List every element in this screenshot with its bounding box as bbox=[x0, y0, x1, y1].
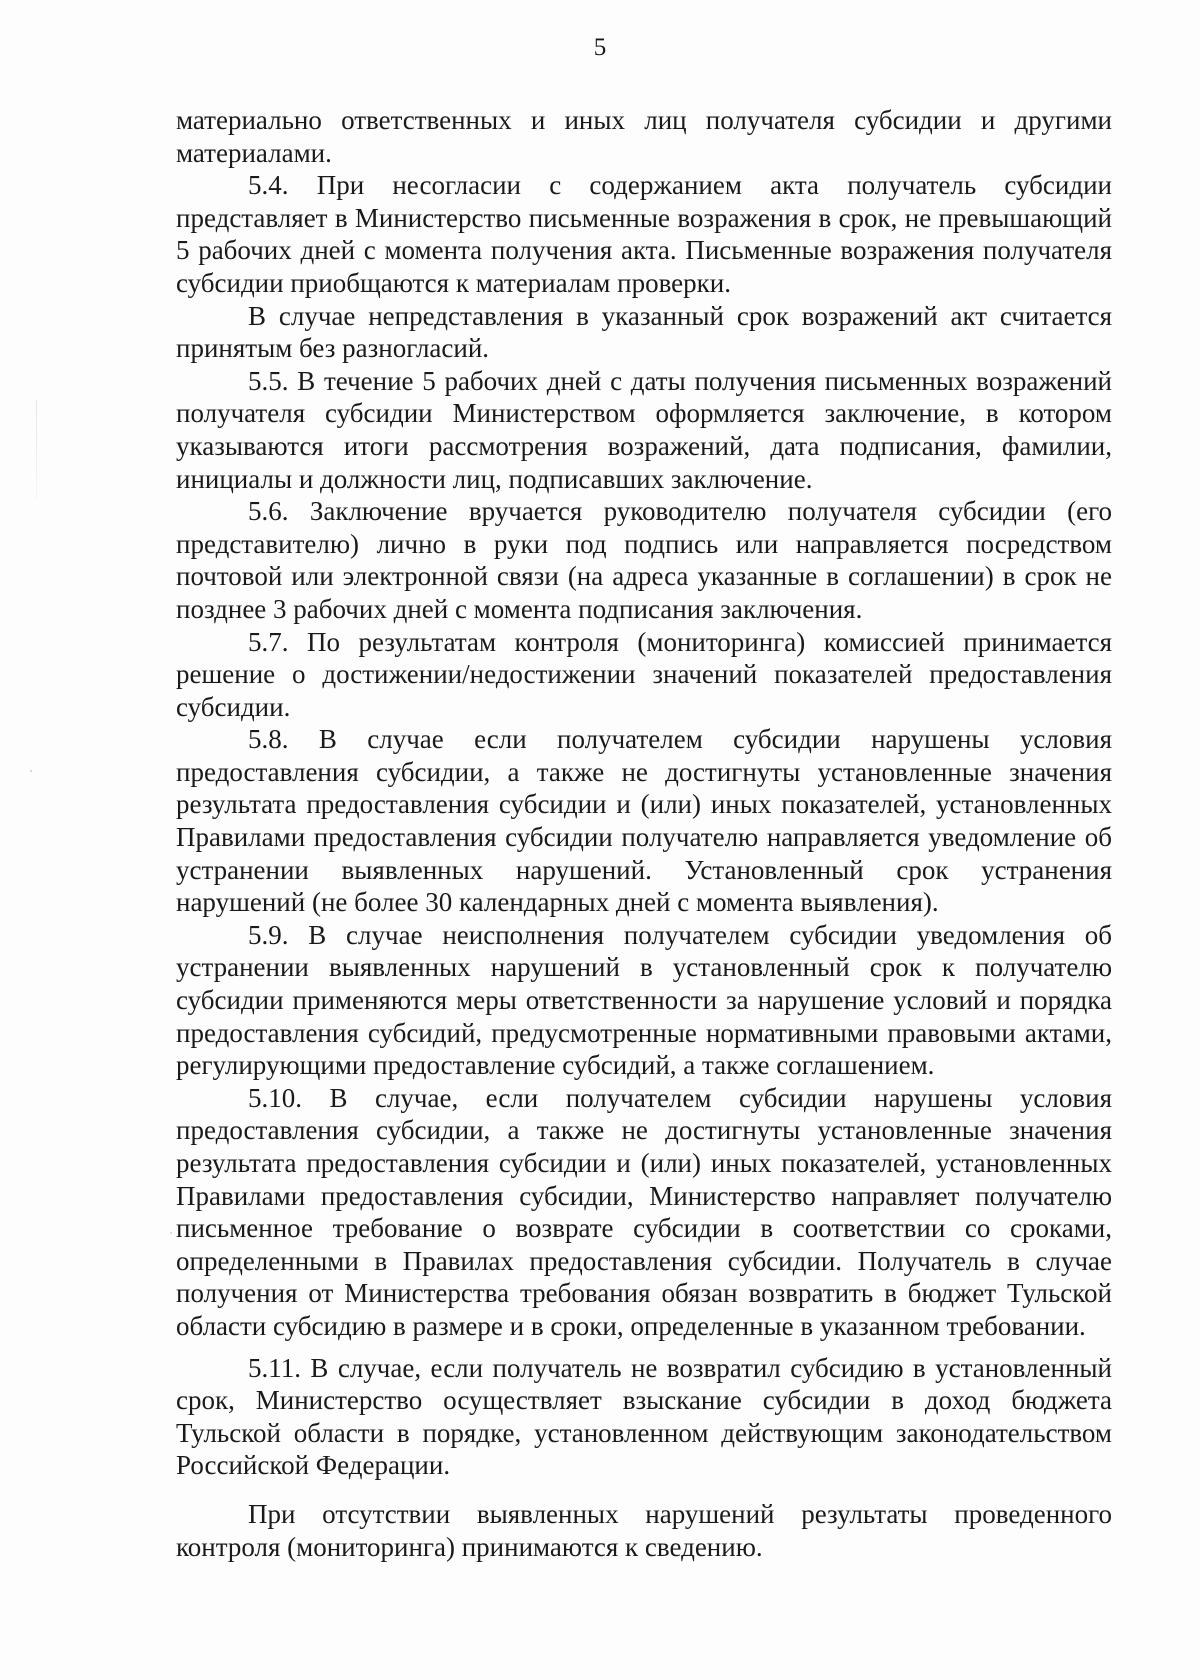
paragraph-5-8: 5.8. В случае если получателем субсидии нарушены условия предоставления субсидии, а также не достигнуты установленные значения результата предоставления субсидии и (или) иных показателей, установленных Правилами предоставления субсидии получателю направляется уведомление об устранении выявленных нарушений. Установленный срок устранения нарушений (не более 30 календарных дней с момента выявления). bbox=[176, 724, 1112, 918]
paragraph-5-9: 5.9. В случае неисполнения получателем субсидии уведомления об устранении выявленных нарушений в установленный срок к получателю субсидии применяются меры ответственности за нарушение условий и порядка предоставления субсидий, предусмотренные нормативными правовыми актами, регулирующими предоставление субсидий, а также соглашением. bbox=[176, 919, 1112, 1081]
paragraph-closing: При отсутствии выявленных нарушений результаты проведенного контроля (мониторинга) принимаются к сведению. bbox=[176, 1498, 1112, 1562]
document-body bbox=[176, 104, 1112, 1563]
scan-artifact bbox=[36, 400, 37, 500]
paragraph-5-5: 5.5. В течение 5 рабочих дней с даты получения письменных возражений получателя субсидии Министерством оформляется заключение, в котором указываются итоги рассмотрения возражений, дата подписания, фамилии, инициалы и должности лиц, подписавших заключение. bbox=[176, 365, 1112, 494]
scan-artifact bbox=[30, 770, 32, 772]
paragraph-5-6: 5.6. Заключение вручается руководителю получателя субсидии (его представителю) лично в руки под подпись или направляется посредством почтовой или электронной связи (на адреса указанные в соглашении) в срок не позднее 3 рабочих дней с момента подписания заключения. bbox=[176, 496, 1112, 624]
paragraph: материально ответственных и иных лиц получателя субсидии и другими материалами. bbox=[176, 105, 1112, 168]
paragraph: В случае непредставления в указанный срок возражений акт считается принятым без разногласий. bbox=[176, 300, 1112, 364]
paragraph-5-7: 5.7. По результатам контроля (мониторинга) комиссией принимается решение о достижении/недостижении значений показателей предоставления субсидии. bbox=[176, 626, 1112, 722]
page-number: 5 bbox=[593, 34, 607, 61]
paragraph-5-11: 5.11. В случае, если получатель не возвратил субсидию в установленный срок, Министерство осуществляет взыскание субсидии в доход бюджета Тульской области в порядке, установленном действующим законодательством Российской Федерации. bbox=[176, 1352, 1112, 1481]
paragraph-5-4: 5.4. При несогласии с содержанием акта получатель субсидии представляет в Министерство письменные возражения в срок, не превышающий 5 рабочих дней с момента получения акта. Письменные возражения получателя субсидии приобщаются к материалам проверки. bbox=[176, 170, 1112, 298]
paragraph-5-10: 5.10. В случае, если получателем субсидии нарушены условия предоставления субсидии, а также не достигнуты установленные значения результата предоставления субсидии и (или) иных показателей, установленных Правилами предоставления субсидии, Министерство направляет получателю письменное требование о возврате субсидии в соответствии со сроками, определенными в Правилах предоставления субсидии. Получатель в случае получения от Министерства требования обязан возвратить в бюджет Тульской области субсидию в размере и в сроки, определенные в указанном требовании. bbox=[176, 1082, 1112, 1341]
scan-artifact bbox=[170, 1232, 172, 1234]
